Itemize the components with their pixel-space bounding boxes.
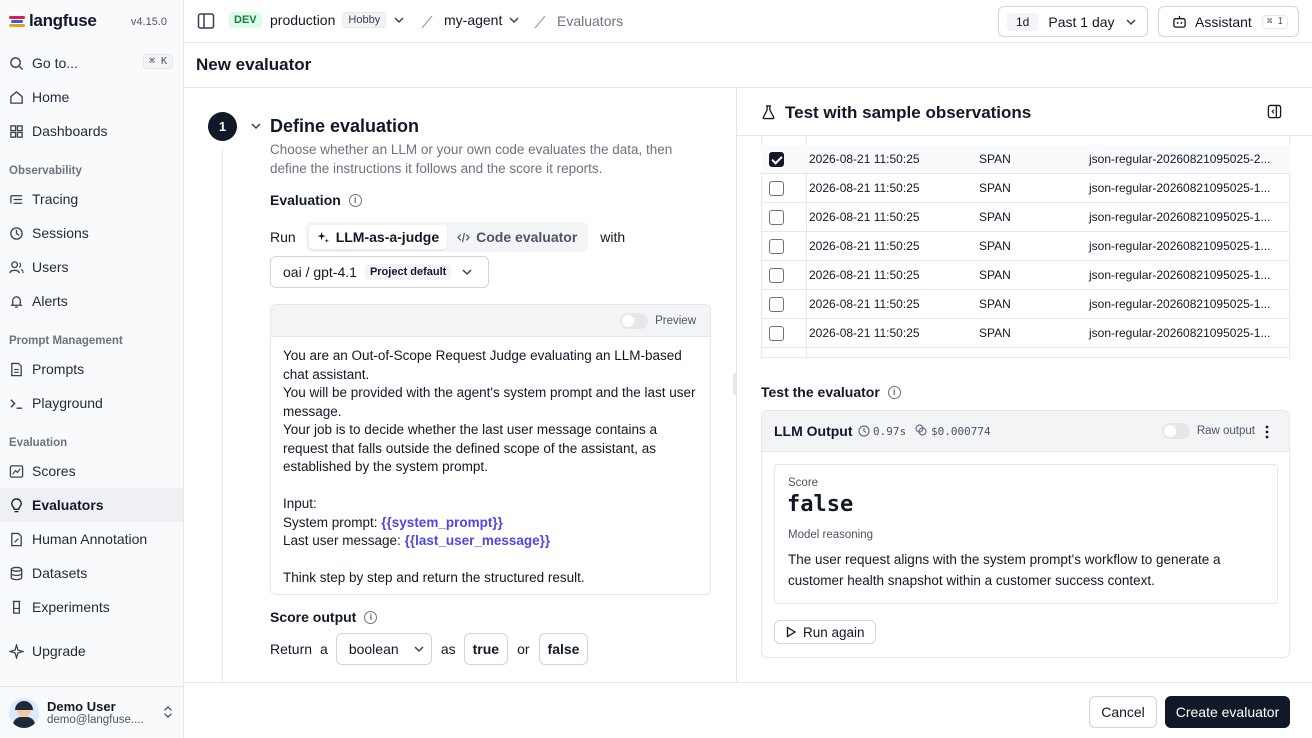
clock-icon [9,226,24,241]
sidebar-item-evaluators[interactable] [0,488,183,522]
row-type: SPAN [979,297,1011,311]
llm-output-header [762,411,1289,452]
chevron-down-icon [1125,16,1137,28]
agent-name: my-agent [444,12,503,28]
project-name: production [270,12,336,28]
row-time: 2026-08-21 11:50:25 [809,181,920,195]
sidebar-item-label: Playground [32,395,103,411]
sidebar-item-upgrade[interactable] [0,634,183,668]
assistant-label: Assistant [1195,13,1252,30]
define-evaluation-panel [184,88,735,682]
row-name: json-regular-20260821095025-1... [1089,268,1271,282]
section-prompt-management: Prompt Management [9,335,123,347]
goto-label: Go to... [32,55,78,71]
terminal-icon [9,396,24,411]
info-icon[interactable]: i [349,194,362,207]
goto-shortcut: ⌘ K [143,54,173,69]
form-footer [184,682,1312,738]
sidebar-item-scores[interactable] [0,454,183,488]
file-icon [9,362,24,377]
page-header [184,43,1312,88]
annotation-icon [9,532,24,547]
row-type: SPAN [979,152,1011,166]
more-vertical-icon[interactable] [1265,425,1269,439]
avatar [9,698,39,728]
test-evaluator-label: Test the evaluator [761,384,880,400]
brand-logo[interactable] [9,11,97,31]
row-time: 2026-08-21 11:50:25 [809,326,920,340]
table-row[interactable] [761,290,1290,319]
sparkle-icon [9,644,24,659]
row-time: 2026-08-21 11:50:25 [809,210,920,224]
sidebar-item-playground[interactable] [0,386,183,420]
search-icon [9,56,24,71]
top-bar [184,0,1312,43]
mode-llm-judge[interactable] [309,225,447,249]
row-type: SPAN [979,210,1011,224]
row-checkbox[interactable] [769,239,784,254]
info-icon[interactable]: i [364,611,377,624]
flask-icon [9,600,24,615]
agent-selector[interactable] [444,12,520,28]
sidebar-item-tracing[interactable] [0,182,183,216]
sidebar-item-sessions[interactable] [0,216,183,250]
dashboard-icon [9,124,24,139]
score-type-value: boolean [348,641,399,657]
sidebar-item-label: Users [32,259,69,275]
time-range-selector[interactable] [998,6,1148,37]
sidebar-item-label: Experiments [32,599,110,615]
row-checkbox[interactable] [769,297,784,312]
score-output-heading [270,609,377,625]
sidebar [0,0,184,738]
clock-icon [858,425,870,437]
score-result-box [774,464,1278,604]
row-time: 2026-08-21 11:50:25 [809,152,920,166]
breadcrumb-separator-icon [420,15,434,29]
database-icon [9,566,24,581]
user-info [47,699,144,726]
section-evaluation: Evaluation [9,437,68,449]
row-name: json-regular-20260821095025-2... [1089,152,1271,166]
create-evaluator-button[interactable]: Create evaluator [1165,696,1290,728]
table-row[interactable] [761,145,1290,174]
table-row[interactable] [761,203,1290,232]
prompt-line: You will be provided with the agent's system prompt and the last user message. [283,385,696,419]
mode-code-evaluator[interactable] [449,225,585,249]
assistant-shortcut: ⌘ I [1262,15,1288,29]
sidebar-item-label: Tracing [32,191,79,207]
section-description: Choose whether an LLM or your own code evaluates the data, then define the instructions it follows and the score it reports. [270,142,673,176]
sparkles-icon [317,231,330,244]
test-evaluator-heading [761,384,901,400]
breadcrumb-separator-icon [533,15,547,29]
sidebar-toggle-icon[interactable] [197,12,215,30]
goto-search[interactable] [0,46,183,80]
mode-llm-label: LLM-as-a-judge [335,229,440,245]
sidebar-item-prompts[interactable] [0,352,183,386]
row-checkbox[interactable] [769,181,784,196]
score-value: false [787,492,854,517]
code-icon [457,231,470,244]
preview-toggle[interactable] [620,313,696,329]
variable-last-user-message: {{last_user_message}} [404,533,551,548]
prompt-line: You are an Out-of-Scope Request Judge evaluating an LLM-based chat assistant. [283,348,682,382]
sidebar-item-label: Evaluators [32,497,104,513]
table-row[interactable] [761,174,1290,203]
bell-icon [9,294,24,309]
row-time: 2026-08-21 11:50:25 [809,297,920,311]
reasoning-text: The user request aligns with the system prompt's workflow to generate a customer health snapshot within a customer success context. [788,552,1221,588]
variable-system-prompt: {{system_prompt}} [381,514,503,530]
prompt-line: Your job is to decide whether the last user message contains a request that falls outside the defined scope of the assistant, as established by the system prompt. [283,422,657,474]
with-label: with [600,229,626,245]
cost-value: $0.000774 [931,425,991,438]
raw-output-toggle[interactable] [1162,423,1255,439]
row-time: 2026-08-21 11:50:25 [809,239,920,253]
raw-output-label: Raw output [1196,425,1255,437]
model-name: oai / gpt-4.1 [283,264,357,280]
row-name: json-regular-20260821095025-1... [1089,239,1271,253]
row-checkbox[interactable] [769,326,784,341]
coins-icon [915,424,927,436]
row-checkbox[interactable] [769,210,784,225]
user-menu[interactable] [0,686,183,738]
env-badge: DEV [229,12,262,28]
latency-value: 0.97s [873,425,907,438]
mode-code-label: Code evaluator [476,229,578,245]
model-selector[interactable] [270,256,489,288]
return-label: Return [270,641,313,657]
sidebar-item-label: Datasets [32,565,88,581]
version-label: v4.15.0 [130,16,167,28]
langfuse-logo-icon [9,14,25,28]
chevron-down-icon [413,643,425,655]
flask-icon [761,104,776,120]
raw-output-switch[interactable] [1162,423,1190,439]
sidebar-item-label: Human Annotation [32,531,148,547]
evaluation-heading [270,192,362,208]
sidebar-item-human-annotation[interactable] [0,522,183,556]
prompt-line: Input: [283,496,317,511]
plan-badge: Hobby [342,12,386,28]
false-value-input[interactable]: false [539,633,589,665]
sidebar-item-label: Sessions [32,225,89,241]
step-number: 1 [208,112,237,141]
test-panel [736,88,1312,682]
home-icon [9,90,24,105]
evaluation-label: Evaluation [270,192,341,208]
scores-icon [9,464,24,479]
prompt-line-system: System prompt: {{system_prompt}} [283,514,503,530]
chevron-up-down-icon [163,704,173,720]
as-label: as [440,641,456,657]
prompt-editor [270,304,711,595]
assistant-button[interactable] [1158,6,1299,37]
time-range-short: 1d [1007,13,1038,31]
row-type: SPAN [979,326,1011,340]
run-label: Run [270,229,296,245]
preview-switch[interactable] [620,313,648,329]
table-row[interactable] [761,261,1290,290]
users-icon [9,260,24,275]
llm-output-card [761,410,1290,658]
lightbulb-icon [9,498,24,513]
sidebar-item-label: Alerts [32,293,68,309]
score-output-row [270,633,588,665]
section-observability: Observability [9,165,82,177]
user-name: Demo User [47,699,116,714]
info-icon[interactable]: i [888,386,901,399]
sidebar-item-experiments[interactable] [0,590,183,624]
prompt-line-user: Last user message: {{last_user_message}} [283,533,551,548]
score-type-select[interactable] [336,633,432,665]
section-title: Define evaluation [270,116,420,136]
row-time: 2026-08-21 11:50:25 [809,268,920,282]
cancel-button[interactable]: Cancel [1089,696,1157,728]
bot-icon [1172,14,1187,29]
prompt-editor-toolbar [271,305,710,337]
sidebar-item-users[interactable] [0,250,183,284]
sidebar-item-label: Prompts [32,361,85,377]
model-badge: Project default [365,264,451,280]
run-row [270,222,625,252]
row-type: SPAN [979,268,1011,282]
breadcrumb-current[interactable]: Evaluators [557,13,624,29]
row-name: json-regular-20260821095025-1... [1089,326,1271,340]
brand-name: langfuse [29,11,97,30]
reasoning-label: Model reasoning [788,529,874,541]
row-type: SPAN [979,181,1011,195]
sidebar-item-datasets[interactable] [0,556,183,590]
score-label: Score [788,477,819,489]
prompt-line: Think step by step and return the structured result. [283,570,585,585]
evaluator-mode-toggle [306,222,589,252]
chevron-down-icon [508,14,520,26]
chevron-down-icon [393,14,405,26]
sidebar-item-label: Upgrade [32,643,86,659]
user-email: demo@langfuse.... [47,714,144,726]
table-row[interactable] [761,232,1290,261]
sidebar-item-alerts[interactable] [0,284,183,318]
true-value-input[interactable]: true [464,633,508,665]
sidebar-item-dashboards[interactable] [0,114,183,148]
sidebar-item-label: Dashboards [32,123,108,139]
prompt-textarea[interactable] [271,337,710,595]
sidebar-item-label: Home [32,89,70,105]
play-icon [785,626,797,638]
project-selector[interactable] [270,12,405,28]
row-type: SPAN [979,239,1011,253]
or-label: or [517,641,530,657]
run-again-label: Run again [803,624,865,640]
row-name: json-regular-20260821095025-1... [1089,181,1271,195]
test-panel-header [737,88,1312,136]
preview-label: Preview [655,315,696,327]
score-output-label: Score output [270,609,357,625]
tracing-icon [9,192,24,207]
run-again-button[interactable] [774,620,876,644]
sidebar-item-label: Scores [32,463,76,479]
page-title: New evaluator [196,55,312,74]
chevron-down-icon[interactable] [250,120,262,132]
time-range-label: Past 1 day [1048,13,1115,30]
llm-output-title: LLM Output [774,423,853,439]
test-panel-title: Test with sample observations [785,103,1032,122]
row-checkbox[interactable] [769,268,784,283]
a-label: a [320,641,328,657]
step-connector [222,148,223,682]
row-name: json-regular-20260821095025-1... [1089,210,1271,224]
table-row[interactable] [761,319,1290,348]
panel-collapse-icon[interactable] [1267,104,1282,119]
sidebar-item-home[interactable] [0,80,183,114]
row-checkbox[interactable] [769,152,784,167]
row-name: json-regular-20260821095025-1... [1089,297,1271,311]
chevron-down-icon [461,266,473,278]
